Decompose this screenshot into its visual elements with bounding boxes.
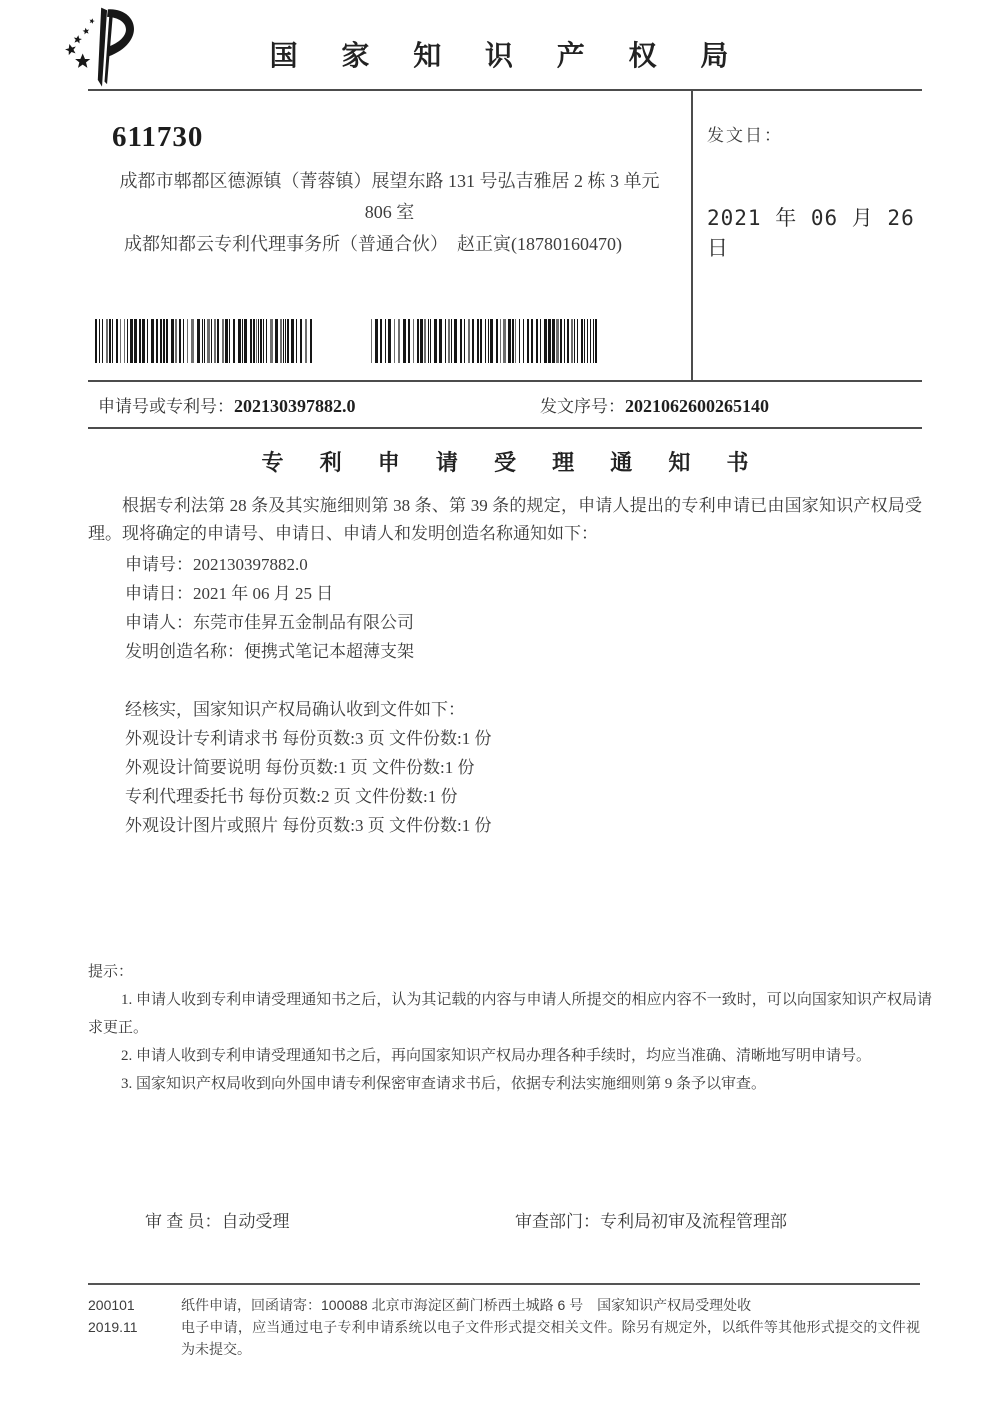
application-number-label: 申请号或专利号： <box>98 397 234 416</box>
footer-line-1: 纸件申请，回函请寄：100088 北京市海淀区蓟门桥西土城路 6 号 国家知识产权局受理处收 <box>181 1297 752 1313</box>
form-code: 200101 <box>88 1297 135 1313</box>
barcode-row <box>95 319 644 363</box>
barcode-left <box>95 319 345 363</box>
application-number-value: 202130397882.0 <box>234 396 356 416</box>
department-label: 审查部门： <box>515 1212 600 1231</box>
issue-date-value: 2021 年 06 月 26 日 <box>707 206 915 260</box>
received-doc-4: 外观设计图片或照片 每份页数:3 页 文件份数:1 份 <box>125 816 492 835</box>
document-body <box>88 89 922 840</box>
address-line-1: 成都市郫都区德源镇（菁蓉镇）展望东路 131 号弘吉雅居 2 栋 3 单元 <box>119 171 660 191</box>
received-intro: 经核实，国家知识产权局确认收到文件如下： <box>125 700 465 719</box>
tip-item-3: 3. 国家知识产权局收到向外国申请专利保密审查请求书后，依据专利法实施细则第 9 条予以审查。 <box>121 1076 767 1092</box>
application-number-group <box>88 392 540 417</box>
barcode-right <box>371 319 644 363</box>
issue-date-label: 发文日： <box>707 126 783 145</box>
tip-item-1: 1. 申请人收到专利申请受理通知书之后，认为其记载的内容与申请人所提交的相应内容不一致时，可以向国家知识产权局请求更正。 <box>88 992 932 1036</box>
application-fields <box>125 550 922 666</box>
tip-item-2: 2. 申请人收到专利申请受理通知书之后，再向国家知识产权局办理各种手续时，均应当准确、清晰地写明申请号。 <box>121 1048 872 1064</box>
examiner-value: 自动受理 <box>221 1212 290 1231</box>
examiner-label: 审 查 员： <box>145 1212 222 1231</box>
received-documents <box>125 695 922 840</box>
tips-section <box>88 958 932 1098</box>
examiner-group <box>145 1207 290 1232</box>
serial-number-label: 发文序号： <box>540 397 626 416</box>
notice-intro: 根据专利法第 28 条及其实施细则第 38 条、第 39 条的规定，申请人提出的专利申请已由国家知识产权局受理。现将确定的申请号、申请日、申请人和发明创造名称通知如下： <box>88 496 922 543</box>
postal-code: 611730 <box>112 121 204 153</box>
notice-title: 专 利 申 请 受 理 通 知 书 <box>261 450 764 475</box>
mail-issue-section <box>88 89 922 380</box>
form-code-column <box>88 1294 181 1360</box>
field-invention-name: 发明创造名称：便携式笔记本超薄支架 <box>125 642 414 661</box>
received-doc-3: 专利代理委托书 每份页数:2 页 文件份数:1 份 <box>125 787 458 806</box>
footer-line-2: 电子申请，应当通过电子专利申请系统以电子文件形式提交相关文件。除另有规定外，以纸件等其他形式提交的文件视为未提交。 <box>181 1319 920 1357</box>
serial-number-group <box>540 392 922 417</box>
field-application-date: 申请日：2021 年 06 月 25 日 <box>125 584 334 603</box>
serial-number-value: 2021062600265140 <box>625 396 770 416</box>
reference-number-row <box>88 380 922 429</box>
agency-title: 国 家 知 识 产 权 局 <box>269 40 747 71</box>
field-application-number: 申请号：202130397882.0 <box>125 555 308 574</box>
recipient-line: 成都知都云专利代理事务所（普通合伙） 赵正寅(18780160470) <box>124 234 622 254</box>
department-group <box>515 1207 787 1232</box>
issue-date-box <box>691 91 922 380</box>
form-date: 2019.11 <box>88 1319 138 1335</box>
received-doc-2: 外观设计简要说明 每份页数:1 页 文件份数:1 份 <box>125 758 475 777</box>
mailing-block <box>88 91 691 380</box>
footer-text-column <box>181 1294 920 1360</box>
address-line-2: 806 室 <box>364 202 415 222</box>
tips-label: 提示： <box>88 964 134 980</box>
received-doc-1: 外观设计专利请求书 每份页数:3 页 文件份数:1 份 <box>125 729 492 748</box>
department-value: 专利局初审及流程管理部 <box>600 1212 787 1231</box>
field-applicant: 申请人：东莞市佳昇五金制品有限公司 <box>125 613 414 632</box>
masthead <box>0 0 998 89</box>
form-footer <box>88 1283 920 1360</box>
